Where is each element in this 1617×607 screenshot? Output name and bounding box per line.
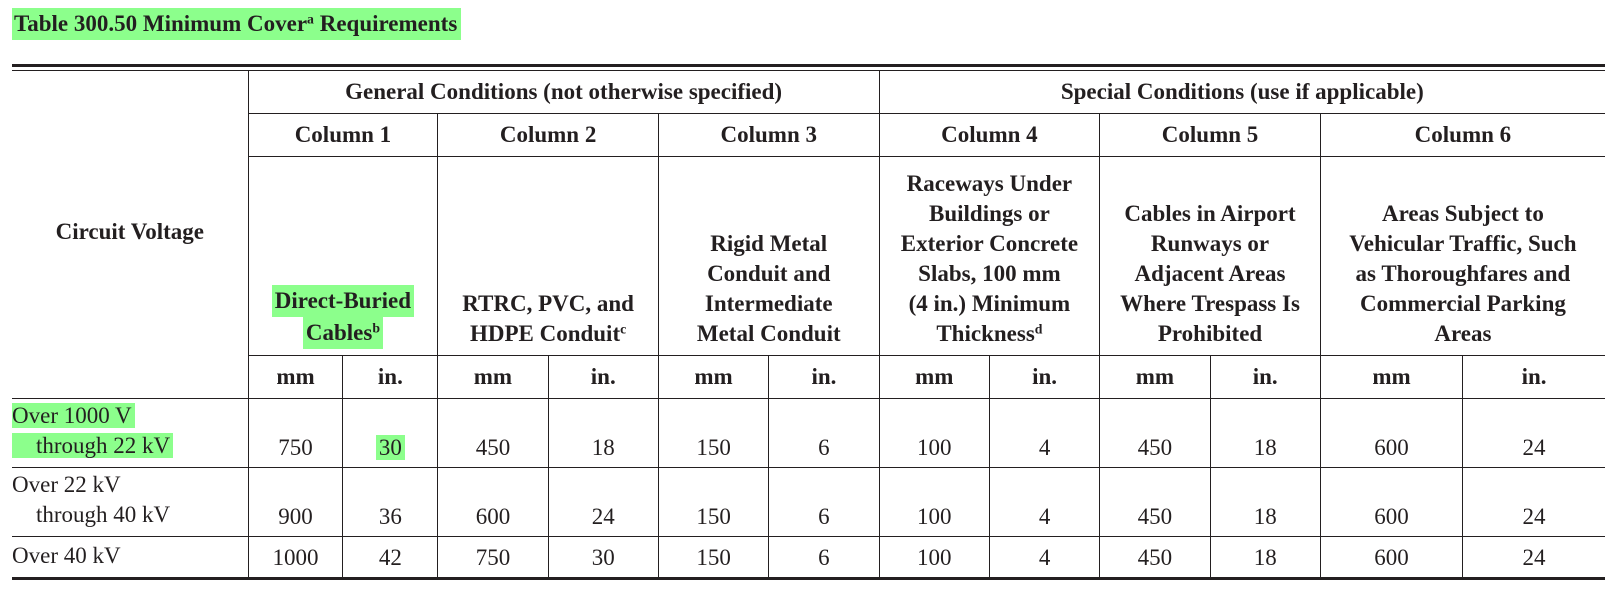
table-title-suffix: Requirements xyxy=(313,11,458,36)
c4-line6: Thickness xyxy=(936,321,1035,346)
table-title xyxy=(12,8,461,40)
c6-line4: Commercial Parking xyxy=(1359,291,1566,316)
c5-line1: Cables in Airport xyxy=(1124,201,1296,226)
special-conditions-header: Special Conditions (use if applicable) xyxy=(879,71,1605,114)
unit-header-c5-mm: mm xyxy=(1100,356,1210,399)
c5-line3: Adjacent Areas xyxy=(1134,261,1286,286)
value-cell: 24 xyxy=(548,468,658,537)
value-cell-highlighted xyxy=(343,399,438,468)
c2-line2: HDPE Conduit xyxy=(469,321,621,346)
value-cell: 24 xyxy=(1463,468,1605,537)
unit-header-c6-in: in. xyxy=(1463,356,1605,399)
voltage-line1: Over 1000 V xyxy=(12,403,135,428)
column-4-description xyxy=(879,157,1100,356)
c4-line5: (4 in.) Minimum xyxy=(908,291,1071,316)
value-cell: 150 xyxy=(658,537,768,579)
value-cell: 4 xyxy=(989,468,1099,537)
value-cell: 600 xyxy=(438,468,548,537)
c3-line1: Rigid Metal xyxy=(710,231,828,256)
c4-line3: Exterior Concrete xyxy=(900,231,1079,256)
unit-header-c6-mm: mm xyxy=(1320,356,1462,399)
c3-line3: Intermediate xyxy=(704,291,833,316)
column-1-header: Column 1 xyxy=(248,114,438,157)
value-cell: 100 xyxy=(879,399,989,468)
footnote-d-marker: d xyxy=(1034,321,1043,337)
highlighted-value: 30 xyxy=(376,435,405,460)
column-2-description xyxy=(438,157,659,356)
value-cell: 36 xyxy=(343,468,438,537)
value-cell: 30 xyxy=(548,537,658,579)
direct-buried-line2 xyxy=(303,317,383,349)
unit-header-c5-in: in. xyxy=(1210,356,1320,399)
value-cell: 18 xyxy=(1210,468,1320,537)
column-6-header: Column 6 xyxy=(1320,114,1605,157)
unit-header-c2-in: in. xyxy=(548,356,658,399)
value-cell: 6 xyxy=(769,468,879,537)
c4-line4: Slabs, 100 mm xyxy=(918,261,1061,286)
c5-line2: Runways or xyxy=(1150,231,1270,256)
value-cell: 42 xyxy=(343,537,438,579)
direct-buried-line1: Direct-Buried xyxy=(272,285,414,317)
value-cell: 600 xyxy=(1320,537,1462,579)
c3-line2: Conduit and xyxy=(707,261,831,286)
column-5-description xyxy=(1100,157,1321,356)
c4-line1: Raceways Under xyxy=(906,171,1073,196)
general-conditions-header: General Conditions (not otherwise specified) xyxy=(248,71,879,114)
c6-line1: Areas Subject to xyxy=(1382,201,1544,226)
c6-line3: as Thoroughfares and xyxy=(1355,261,1571,286)
value-cell: 750 xyxy=(438,537,548,579)
c6-line5: Areas xyxy=(1434,321,1492,346)
value-cell: 600 xyxy=(1320,399,1462,468)
value-cell: 750 xyxy=(248,399,343,468)
voltage-cell xyxy=(12,399,248,468)
footnote-a-marker: a xyxy=(307,11,314,27)
minimum-cover-table xyxy=(12,71,1605,580)
column-1-description xyxy=(248,157,438,356)
column-3-description xyxy=(658,157,879,356)
value-cell: 18 xyxy=(1210,537,1320,579)
column-4-header: Column 4 xyxy=(879,114,1100,157)
value-cell: 450 xyxy=(1100,399,1210,468)
c5-line4: Where Trespass Is xyxy=(1120,291,1300,316)
unit-header-c1-mm: mm xyxy=(248,356,343,399)
table-title-text: Table 300.50 Minimum Cover xyxy=(14,11,308,36)
value-cell: 18 xyxy=(548,399,658,468)
value-cell: 450 xyxy=(438,399,548,468)
table-row xyxy=(12,399,1605,468)
value-cell: 4 xyxy=(989,537,1099,579)
c2-line1: RTRC, PVC, and xyxy=(462,291,634,316)
table-row xyxy=(12,537,1605,579)
value-cell: 450 xyxy=(1100,537,1210,579)
value-cell: 1000 xyxy=(248,537,343,579)
value-cell: 24 xyxy=(1463,399,1605,468)
value-cell: 4 xyxy=(989,399,1099,468)
column-5-header: Column 5 xyxy=(1100,114,1321,157)
c3-line4: Metal Conduit xyxy=(696,321,841,346)
top-rule-thick xyxy=(12,64,1605,67)
voltage-line2: through 40 kV xyxy=(36,502,171,527)
c6-line2: Vehicular Traffic, Such xyxy=(1349,231,1577,256)
circuit-voltage-header-cell xyxy=(12,71,248,399)
value-cell: 450 xyxy=(1100,468,1210,537)
c5-line5: Prohibited xyxy=(1157,321,1263,346)
circuit-voltage-header: Circuit Voltage xyxy=(55,218,205,244)
column-6-description xyxy=(1320,157,1605,356)
voltage-line1: Over 22 kV xyxy=(12,472,121,497)
c4-line2: Buildings or xyxy=(929,201,1050,226)
column-2-header: Column 2 xyxy=(438,114,659,157)
direct-buried-line2-text: Cables xyxy=(305,320,373,345)
voltage-line1: Over 40 kV xyxy=(12,543,121,568)
footnote-c-marker: c xyxy=(620,321,627,337)
voltage-line2: through 22 kV xyxy=(12,433,173,458)
table-row xyxy=(12,468,1605,537)
value-cell: 24 xyxy=(1463,537,1605,579)
unit-header-c4-in: in. xyxy=(989,356,1099,399)
value-cell: 100 xyxy=(879,537,989,579)
unit-header-c2-mm: mm xyxy=(438,356,548,399)
voltage-cell xyxy=(12,537,248,579)
value-cell: 6 xyxy=(769,399,879,468)
unit-header-c1-in: in. xyxy=(343,356,438,399)
unit-header-c3-mm: mm xyxy=(658,356,768,399)
footnote-b-marker: b xyxy=(372,320,380,336)
value-cell: 6 xyxy=(769,537,879,579)
value-cell: 100 xyxy=(879,468,989,537)
value-cell: 18 xyxy=(1210,399,1320,468)
value-cell: 150 xyxy=(658,468,768,537)
value-cell: 900 xyxy=(248,468,343,537)
voltage-cell xyxy=(12,468,248,537)
value-cell: 600 xyxy=(1320,468,1462,537)
column-3-header: Column 3 xyxy=(658,114,879,157)
unit-header-c4-mm: mm xyxy=(879,356,989,399)
value-cell: 150 xyxy=(658,399,768,468)
unit-header-c3-in: in. xyxy=(769,356,879,399)
